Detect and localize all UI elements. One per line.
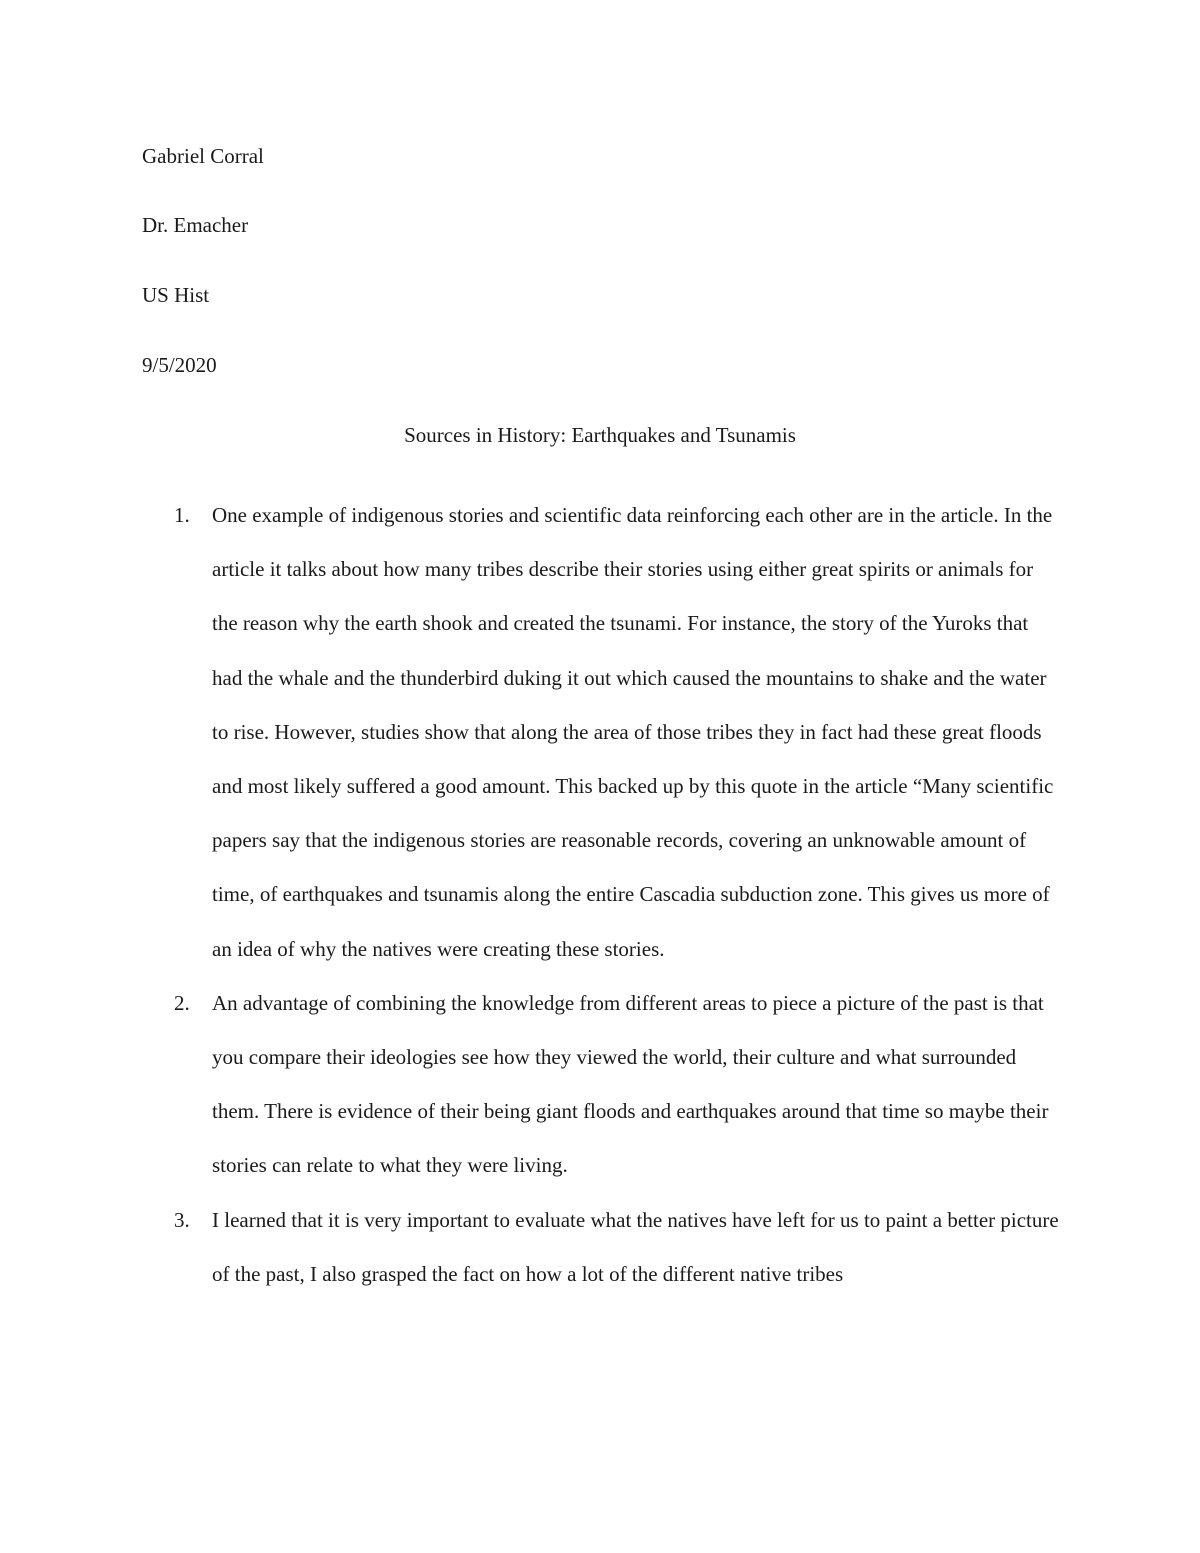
document-title: Sources in History: Earthquakes and Tsunamis	[404, 423, 796, 447]
list-number: 2.	[174, 990, 190, 1015]
list-number: 1.	[174, 503, 190, 527]
list-item	[142, 488, 1062, 976]
answer-text: An advantage of combining the knowledge from different areas to piece a picture of the past is that you compare their ideologies see how they viewed the world, their culture and what surrounded them. There is evidence of their being giant floods and earthquakes around that time so maybe their stories can relate to what they were living.	[212, 990, 1049, 1178]
answer-text: One example of indigenous stories and scientific data reinforcing each other are in the article. In the article it talks about how many tribes describe their stories using either great spirits or animals for the reason why the earth shook and created the tsunami. For instance, the story of the Yuroks that had the whale and the thunderbird duking it out which caused the mountains to shake and the water to rise. However, studies show that along the area of those tribes they in fact had these great floods and most likely suffered a good amount. This backed up by this quote in the article “Many scientific papers say that the indigenous stories are reasonable records, covering an unknowable amount of time, of earthquakes and tsunamis along the entire Cascadia subduction zone. This gives us more of an idea of why the natives were creating these stories.	[212, 503, 1054, 961]
student-name: Gabriel Corral	[142, 144, 264, 168]
answer-list	[142, 488, 1062, 1301]
instructor-name: Dr. Emacher	[142, 213, 249, 237]
list-item	[142, 1193, 1062, 1301]
list-number: 3.	[174, 1207, 190, 1232]
list-item	[142, 976, 1062, 1193]
course-name: US Hist	[142, 283, 210, 307]
answer-text: I learned that it is very important to evaluate what the natives have left for us to paint a better picture of the past, I also grasped the fact on how a lot of the different native tribes	[212, 1207, 1059, 1286]
assignment-date: 9/5/2020	[142, 353, 217, 377]
